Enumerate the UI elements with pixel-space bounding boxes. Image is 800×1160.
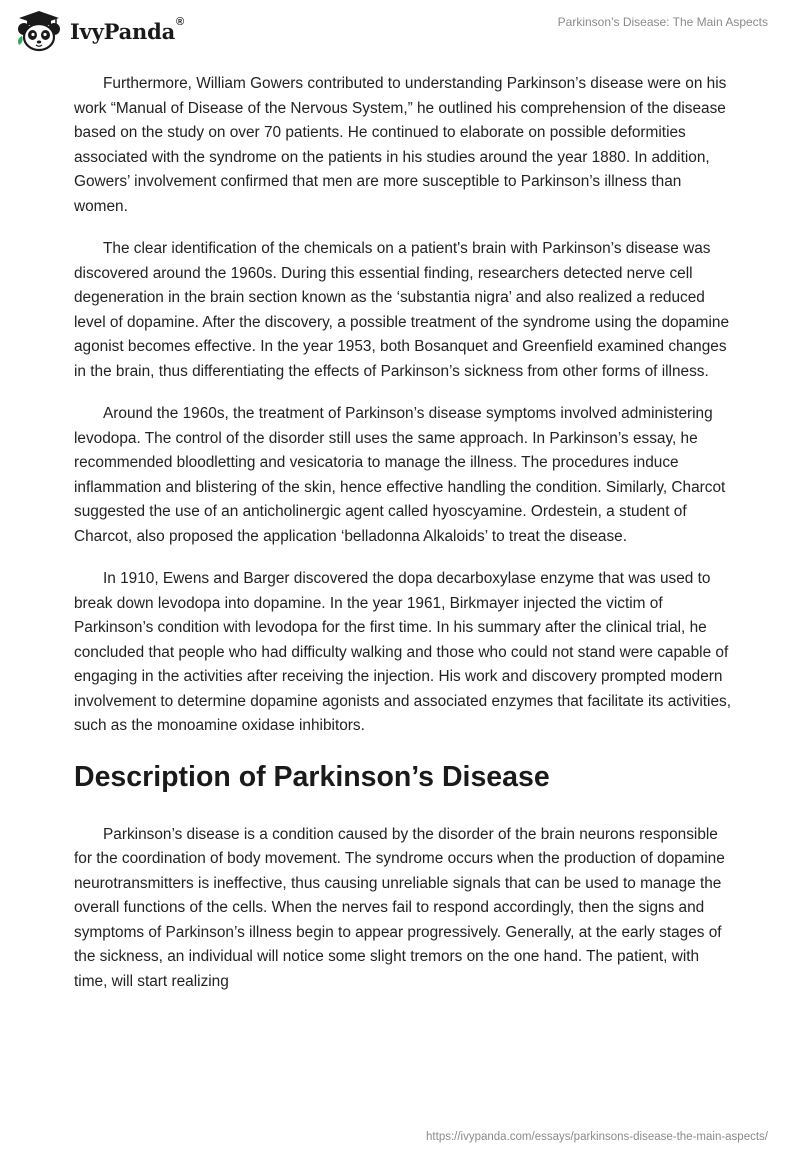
document-title: Parkinson’s Disease: The Main Aspects [557, 15, 768, 29]
paragraph: Around the 1960s, the treatment of Parkinson’s disease symptoms involved administering levodopa. The control of the disorder still uses the same approach. In Parkinson’s essay, he recommended bloodletting and vesicatoria to manage the illness. The procedures induce inflammation and blistering of the skin, hence effective handling the condition. Similarly, Charcot suggested the use of an anticholinergic agent called hyoscyamine. Ordestein, a student of Charcot, also proposed the application ‘belladonna Alkaloids’ to treat the disease. [74, 405, 726, 545]
brand-name: IvyPanda® [70, 15, 184, 44]
brand-logo[interactable] [14, 9, 184, 53]
section-heading: Description of Parkinson’s Disease [74, 760, 550, 793]
page-header [0, 0, 800, 60]
paragraph: Parkinson’s disease is a condition caused by the disorder of the brain neurons responsible for the coordination of body movement. The syndrome occurs when the production of dopamine neurotransmitters is ineffective, thus causing unreliable signals that can be used to manage the overall functions of the cells. When the nerves fail to respond accordingly, then the signs and symptoms of Parkinson’s illness begin to appear progressively. Generally, at the early stages of the sickness, an individual will notice some slight tremors on the one hand. The patient, with time, will start realizing [74, 825, 725, 990]
paragraph: Furthermore, William Gowers contributed to understanding Parkinson’s disease were on his work “Manual of Disease of the Nervous System,” he outlined his comprehension of the disease based on the study on over 70 patients. He continued to elaborate on possible deformities associated with the syndrome on the patients in his studies around the year 1880. In addition, Gowers’ involvement confirmed that men are more susceptible to Parkinson’s illness than women. [74, 75, 727, 215]
panda-logo-icon [14, 9, 64, 53]
paragraph: In 1910, Ewens and Barger discovered the dopa decarboxylase enzyme that was used to break down levodopa into dopamine. In the year 1961, Birkmayer injected the victim of Parkinson’s condition with levodopa for the first time. In his summary after the clinical trial, he concluded that people who had difficulty walking and those who could not stand were capable of engaging in the activities after receiving the injection. His work and discovery prompted modern involvement to determine dopamine agonists and associated enzymes that facilitate its activities, such as the monoamine oxidase inhibitors. [74, 570, 732, 734]
essay-body [74, 72, 734, 1012]
source-url[interactable]: https://ivypanda.com/essays/parkinsons-disease-the-main-aspects/ [426, 1131, 768, 1143]
paragraph: The clear identification of the chemicals on a patient's brain with Parkinson’s disease was discovered around the 1960s. During this essential finding, researchers detected nerve cell degeneration in the brain section known as the ‘substantia nigra’ and also realized a reduced level of dopamine. After the discovery, a possible treatment of the syndrome using the dopamine agonist becomes effective. In the year 1953, both Bosanquet and Greenfield examined changes in the brain, thus differentiating the effects of Parkinson’s sickness from other forms of illness. [74, 240, 730, 380]
